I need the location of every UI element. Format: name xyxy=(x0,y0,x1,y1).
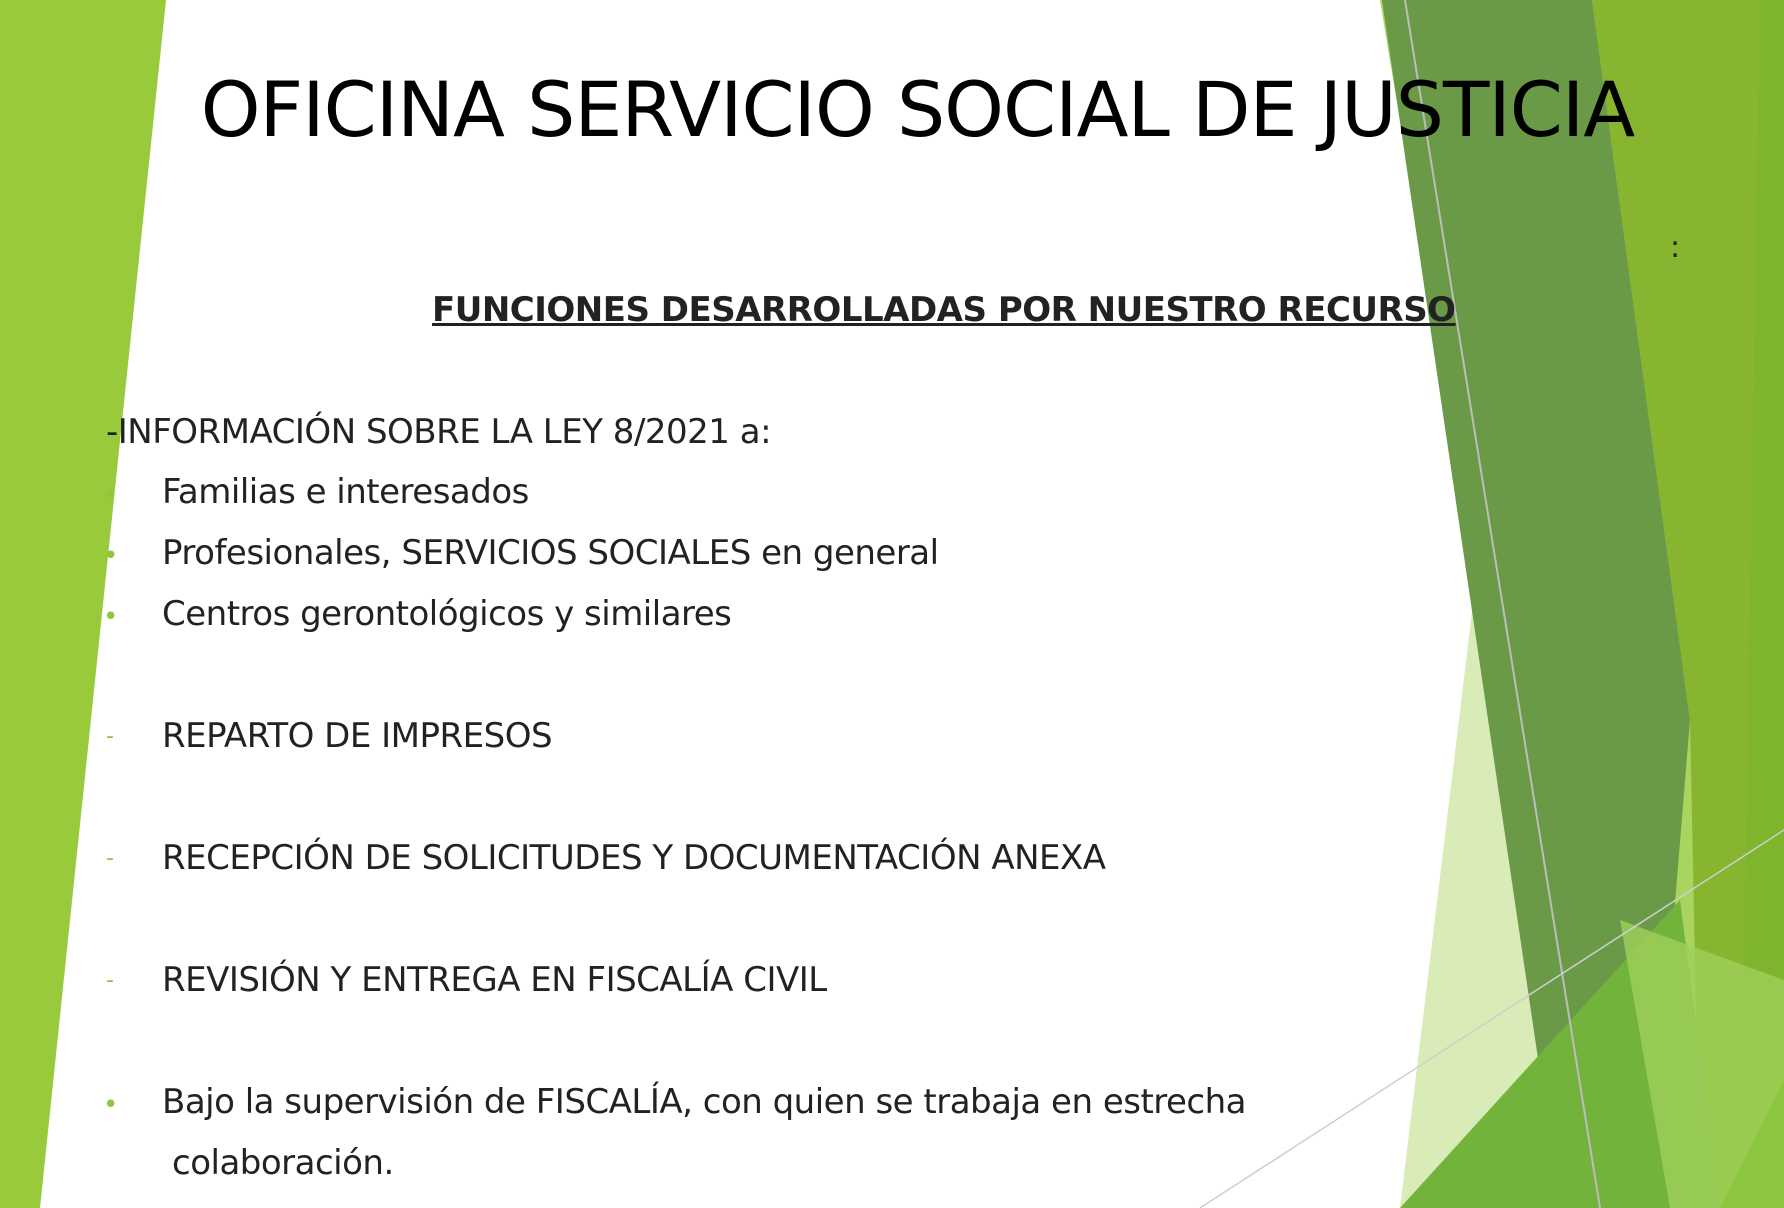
stray-colon: : xyxy=(1670,230,1681,265)
note-text-line1: Bajo la supervisión de FISCALÍA, con quien se trabaja en estrecha xyxy=(162,1082,1247,1122)
function-item-text: REPARTO DE IMPRESOS xyxy=(162,716,553,756)
list-item-text: Centros gerontológicos y similares xyxy=(162,594,732,634)
bullet-icon: • xyxy=(103,1090,118,1120)
note-text-line2: colaboración. xyxy=(172,1143,394,1183)
dash-icon: - xyxy=(106,968,114,993)
list-item-text: Familias e interesados xyxy=(162,472,529,512)
section-heading: FUNCIONES DESARROLLADAS POR NUESTRO RECURSO xyxy=(432,290,1456,330)
dash-icon: - xyxy=(106,724,114,749)
intro-line: -INFORMACIÓN SOBRE LA LEY 8/2021 a: xyxy=(106,412,772,452)
bullet-icon: • xyxy=(103,541,118,571)
bullet-icon: • xyxy=(103,602,118,632)
dash-icon: - xyxy=(106,846,114,871)
function-item-text: RECEPCIÓN DE SOLICITUDES Y DOCUMENTACIÓN ANEXA xyxy=(162,838,1106,878)
list-item-text: Profesionales, SERVICIOS SOCIALES en general xyxy=(162,533,939,573)
function-item-text: REVISIÓN Y ENTREGA EN FISCALÍA CIVIL xyxy=(162,960,827,1000)
bullet-icon: • xyxy=(103,480,118,510)
slide-title: OFICINA SERVICIO SOCIAL DE JUSTICIA xyxy=(200,65,1635,154)
left-green-wedge xyxy=(0,0,166,1208)
